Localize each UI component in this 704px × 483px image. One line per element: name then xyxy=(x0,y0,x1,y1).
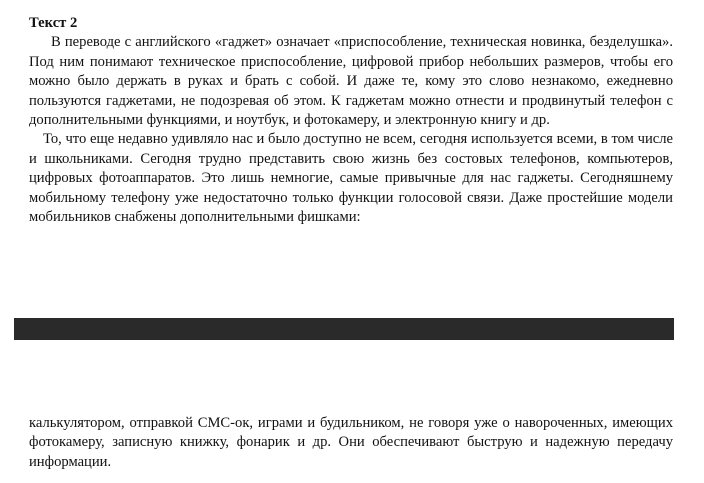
paragraph-3: калькулятором, отправкой СМС-ок, играми и будильником, не говоря уже о навороченных, имеющих фотокамеру, записную книжку, фонарик и др. Они обеспечивают быструю и надежную передачу информации. xyxy=(29,415,673,470)
paragraph-1: В переводе с английского «гаджет» означает «приспособление, техническая новинка, безделушка». Под ним понимают техническое приспособление, цифровой прибор небольших размеров, чтобы его можно было держать в руках и брать с собой. И даже те, кому это слово незнакомо, ежедневно пользуются гаджетами, не подозревая об этом. К гаджетам можно отнести и продвинутый телефон с дополнительными функциями, и ноутбук, и фотокамеру, и электронную книгу и др. xyxy=(29,34,673,129)
text-lower-section xyxy=(29,414,673,472)
document-title: Текст 2 xyxy=(29,15,78,31)
text-upper-section xyxy=(29,14,673,227)
paragraph-2: То, что еще недавно удивляло нас и было доступно не всем, сегодня используется всеми, в том числе и школьниками. Сегодня трудно представить свою жизнь без состовых телефонов, компьютеров, цифровых фотоаппаратов. Это лишь немногие, самые привычные для нас гаджеты. Сегодняшнему мобильному телефону уже недостаточно только функции голосовой связи. Даже простейшие модели мобильников снабжены дополнительными фишками: xyxy=(29,131,673,226)
page-break-bar xyxy=(14,318,674,340)
